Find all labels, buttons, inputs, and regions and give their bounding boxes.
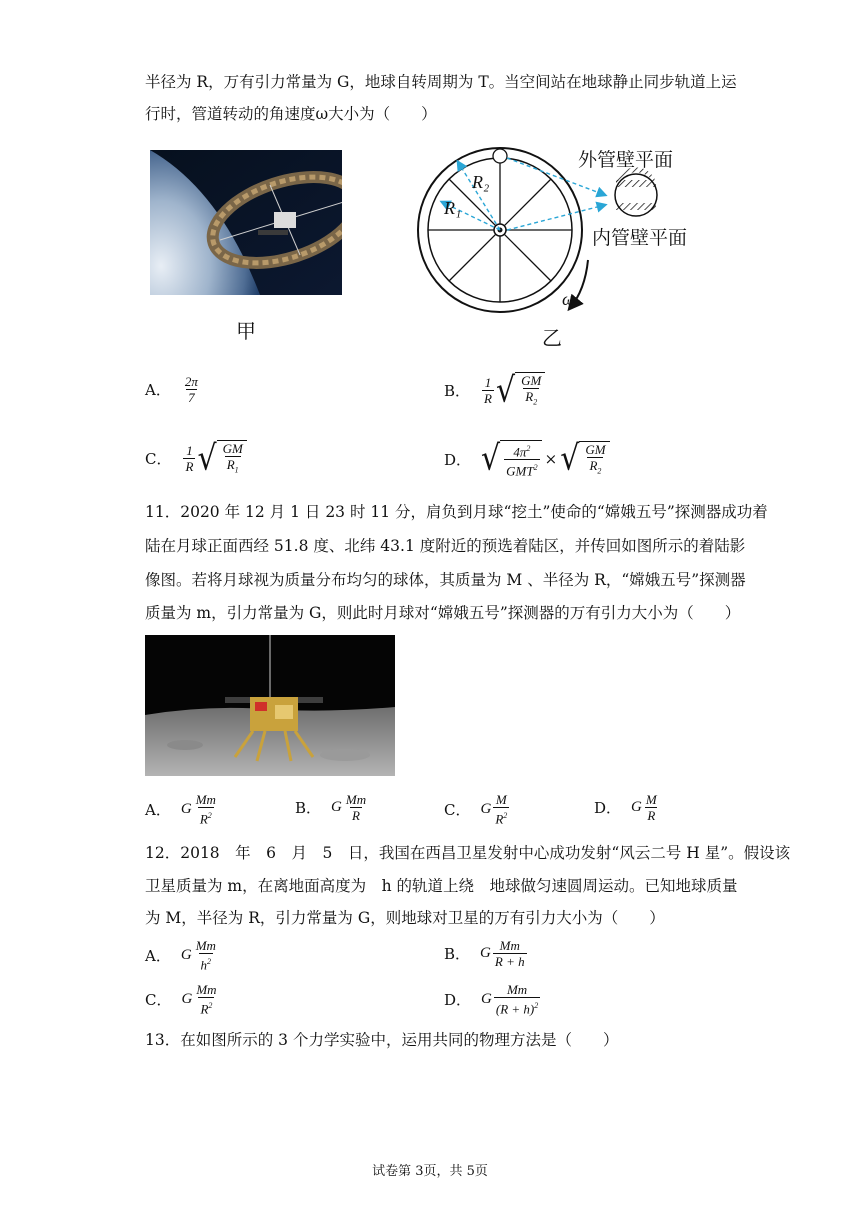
q10-stem-line-1: 半径为 R，万有引力常量为 G，地球自转周期为 T。当空间站在地球静止同步轨道上运: [145, 73, 737, 91]
q11-stem-line-1: 11．2020 年 12 月 1 日 23 时 11 分，肩负到月球“挖土”使命的“嫦娥五号”探测器成功着: [145, 503, 768, 521]
q10-option-c[interactable]: C． $\frac{1}{R}$ √ $\frac{GM}{R_1}$: [145, 440, 247, 478]
lander-photo: [145, 635, 395, 776]
q11-option-d[interactable]: D． G $\frac{M}{R}$: [594, 792, 657, 823]
q13-stem-line-1: 13．在如图所示的 3 个力学实验中，运用共同的物理方法是（ ）: [145, 1031, 619, 1049]
outer-wall-label: 外管壁平面: [578, 149, 674, 171]
omega-label: ω: [562, 289, 575, 309]
wheel-diagram: [410, 140, 710, 350]
r2-label: R₂: [472, 172, 490, 192]
q11-option-a[interactable]: A． G $\frac{Mm}{R^2}$: [145, 792, 216, 827]
q11-stem-line-3: 像图。若将月球视为质量分布均匀的球体，其质量为 M 、半径为 R，“嫦娥五号”探测器: [145, 571, 746, 589]
page-footer: 试卷第 3页，共 5页: [372, 1164, 488, 1179]
space-station-photo: [150, 150, 342, 295]
q11-option-b[interactable]: B． G $\frac{Mm}{R}$: [295, 792, 367, 823]
q12-option-c[interactable]: C． G $\frac{Mm}{R^2}$: [145, 982, 217, 1017]
q12-option-d[interactable]: D． G $\frac{Mm}{(R + h)^2}$: [444, 982, 539, 1017]
q10-option-d[interactable]: D． √ $\frac{4\pi^2}{GMT^2}$ × √ $\frac{GM}{R_2}$: [444, 440, 610, 479]
figure-label-yi: 乙: [542, 326, 562, 350]
q12-option-b[interactable]: B． G $\frac{Mm}{R + h}$: [444, 938, 525, 969]
r1-label: R₁: [444, 198, 462, 218]
q12-stem-line-1: 12．2018 年 6 月 5 日，我国在西昌卫星发射中心成功发射“风云二号 H 星”。假设该: [145, 844, 791, 862]
q10-stem-line-2: 行时，管道转动的角速度ω大小为（ ）: [145, 105, 437, 123]
q10-option-a[interactable]: A． $\frac{2\pi}{7}$: [145, 374, 198, 405]
q12-stem-line-3: 为 M，半径为 R，引力常量为 G，则地球对卫星的万有引力大小为（ ）: [145, 909, 665, 927]
q10-option-b[interactable]: B． $\frac{1}{R}$ √ $\frac{GM}{R_2}$: [444, 372, 545, 410]
q11-stem-line-2: 陆在月球正面西经 51.8 度、北纬 43.1 度附近的预选着陆区，并传回如图所示的着陆影: [145, 537, 746, 555]
q12-option-a[interactable]: A． G $\frac{Mm}{h^2}$: [145, 938, 216, 973]
figure-label-jia: 甲: [236, 319, 256, 343]
q12-stem-line-2: 卫星质量为 m，在离地面高度为 h 的轨道上绕 地球做匀速圆周运动。已知地球质量: [145, 877, 738, 895]
q11-stem-line-4: 质量为 m，引力常量为 G，则此时月球对“嫦娥五号”探测器的万有引力大小为（ ）: [145, 604, 741, 622]
q11-option-c[interactable]: C． G $\frac{M}{R^2}$: [444, 792, 508, 827]
inner-wall-label: 内管壁平面: [592, 227, 688, 249]
